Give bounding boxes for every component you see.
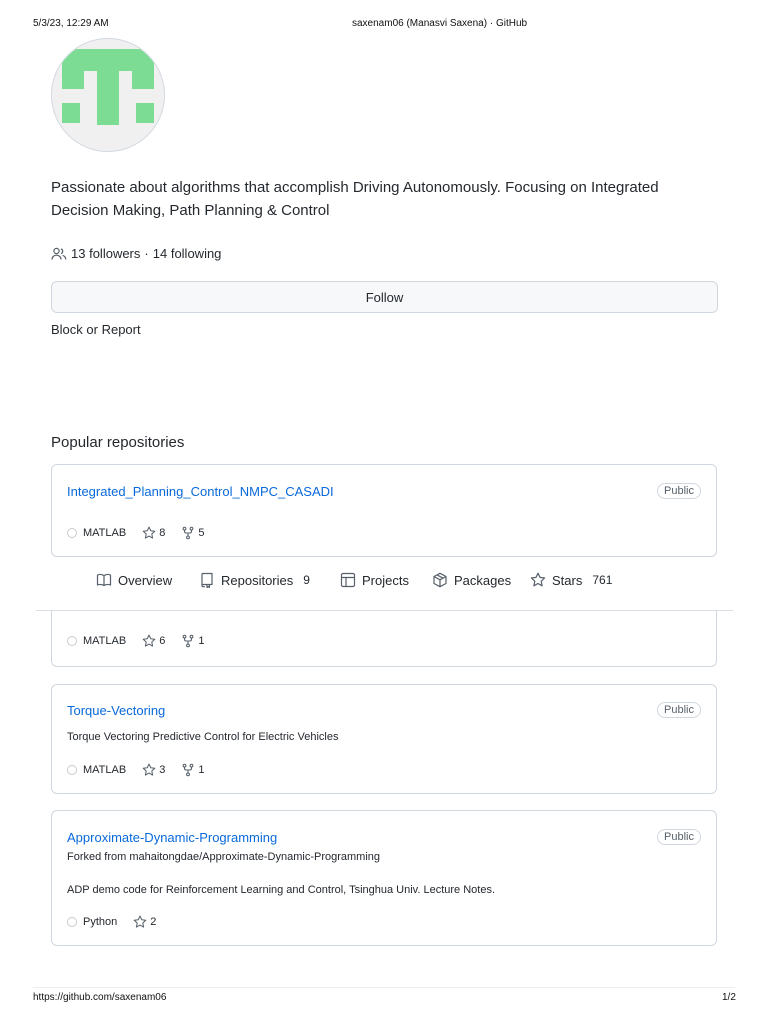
fork-icon [181, 763, 195, 777]
repo-card [51, 464, 717, 557]
tab-repositories-label: Repositories [221, 572, 294, 588]
forks-link[interactable] [181, 763, 204, 777]
repo-language: MATLAB [83, 527, 127, 539]
language-color-dot [67, 917, 77, 927]
repo-forked-from[interactable]: Forked from mahaitongdae/Approximate-Dynamic-Programming [67, 851, 381, 863]
language-color-dot [67, 528, 77, 538]
following-label: following [170, 246, 222, 261]
fork-count: 5 [198, 527, 205, 539]
print-page-title: saxenam06 (Manasvi Saxena) · GitHub [352, 18, 528, 29]
following-link[interactable] [153, 246, 222, 261]
star-icon [133, 915, 147, 929]
repo-name-link[interactable]: Approximate-Dynamic-Programming [67, 830, 278, 845]
followers-count: 13 [71, 246, 86, 261]
repo-meta [67, 634, 204, 648]
star-icon [142, 634, 156, 648]
repo-meta [67, 915, 156, 929]
tab-packages[interactable] [432, 572, 511, 588]
profile-tab-bar [0, 562, 768, 610]
repo-name-link[interactable]: Torque-Vectoring [67, 703, 166, 718]
stars-link[interactable] [133, 915, 156, 929]
visibility-badge: Public [657, 483, 701, 499]
block-report-link[interactable]: Block or Report [51, 322, 141, 337]
repo-name-link[interactable]: Integrated_Planning_Control_NMPC_CASADI [67, 484, 334, 499]
followers-link[interactable] [71, 246, 140, 261]
star-count: 6 [159, 635, 166, 647]
repo-language: MATLAB [83, 635, 127, 647]
fork-icon [181, 526, 195, 540]
star-count: 2 [150, 916, 157, 928]
stars-link[interactable] [142, 526, 165, 540]
repo-card [51, 810, 717, 946]
identicon-graphic [52, 39, 164, 151]
tab-projects-label: Projects [362, 572, 409, 588]
follow-button[interactable]: Follow [51, 281, 718, 313]
repo-meta [67, 763, 204, 777]
people-icon [51, 247, 67, 261]
tab-stars-count: 761 [592, 573, 613, 587]
language-color-dot [67, 636, 77, 646]
star-icon [142, 526, 156, 540]
profile-bio: Passionate about algorithms that accomplish Driving Autonomously. Focusing on Integrated Decision Making, Path Planning & Control [51, 179, 659, 219]
repo-description: ADP demo code for Reinforcement Learning and Control, Tsinghua Univ. Lecture Notes. [67, 884, 496, 896]
tab-repositories-count: 9 [303, 573, 310, 587]
tab-packages-label: Packages [454, 572, 512, 588]
table-icon [340, 572, 356, 588]
stars-link[interactable] [142, 634, 165, 648]
stars-link[interactable] [142, 763, 165, 777]
forks-link[interactable] [181, 634, 204, 648]
repo-card [51, 684, 717, 794]
print-datetime: 5/3/23, 12:29 AM [33, 18, 109, 29]
forks-link[interactable] [181, 526, 204, 540]
popular-repositories-title: Popular repositories [51, 434, 185, 451]
visibility-badge: Public [657, 702, 701, 718]
language-color-dot [67, 765, 77, 775]
footer-divider [33, 987, 735, 988]
tab-projects[interactable] [340, 572, 409, 588]
star-count: 8 [159, 527, 166, 539]
star-icon [530, 572, 546, 588]
tab-overview-label: Overview [118, 572, 173, 588]
tab-overview[interactable] [96, 572, 172, 588]
print-url: https://github.com/saxenam06 [33, 992, 167, 1003]
star-icon [142, 763, 156, 777]
fork-icon [181, 634, 195, 648]
fork-count: 1 [198, 635, 205, 647]
repo-language: Python [83, 916, 118, 928]
star-count: 3 [159, 764, 166, 776]
tab-stars[interactable] [530, 572, 612, 588]
repo-language: MATLAB [83, 764, 127, 776]
tab-stars-label: Stars [552, 572, 583, 588]
avatar[interactable] [51, 38, 165, 152]
followers-separator: · [144, 246, 149, 261]
tab-repositories[interactable] [199, 572, 310, 588]
repo-description: Torque Vectoring Predictive Control for Electric Vehicles [67, 731, 339, 743]
following-count: 14 [152, 246, 168, 261]
repo-icon [199, 572, 215, 588]
package-icon [432, 572, 448, 588]
visibility-badge: Public [657, 829, 701, 845]
print-page-number: 1/2 [722, 992, 736, 1003]
book-icon [96, 572, 112, 588]
followers-line [51, 246, 221, 261]
repo-meta [67, 526, 204, 540]
repo-card [51, 611, 717, 667]
fork-count: 1 [198, 764, 205, 776]
followers-label: followers [89, 246, 141, 261]
